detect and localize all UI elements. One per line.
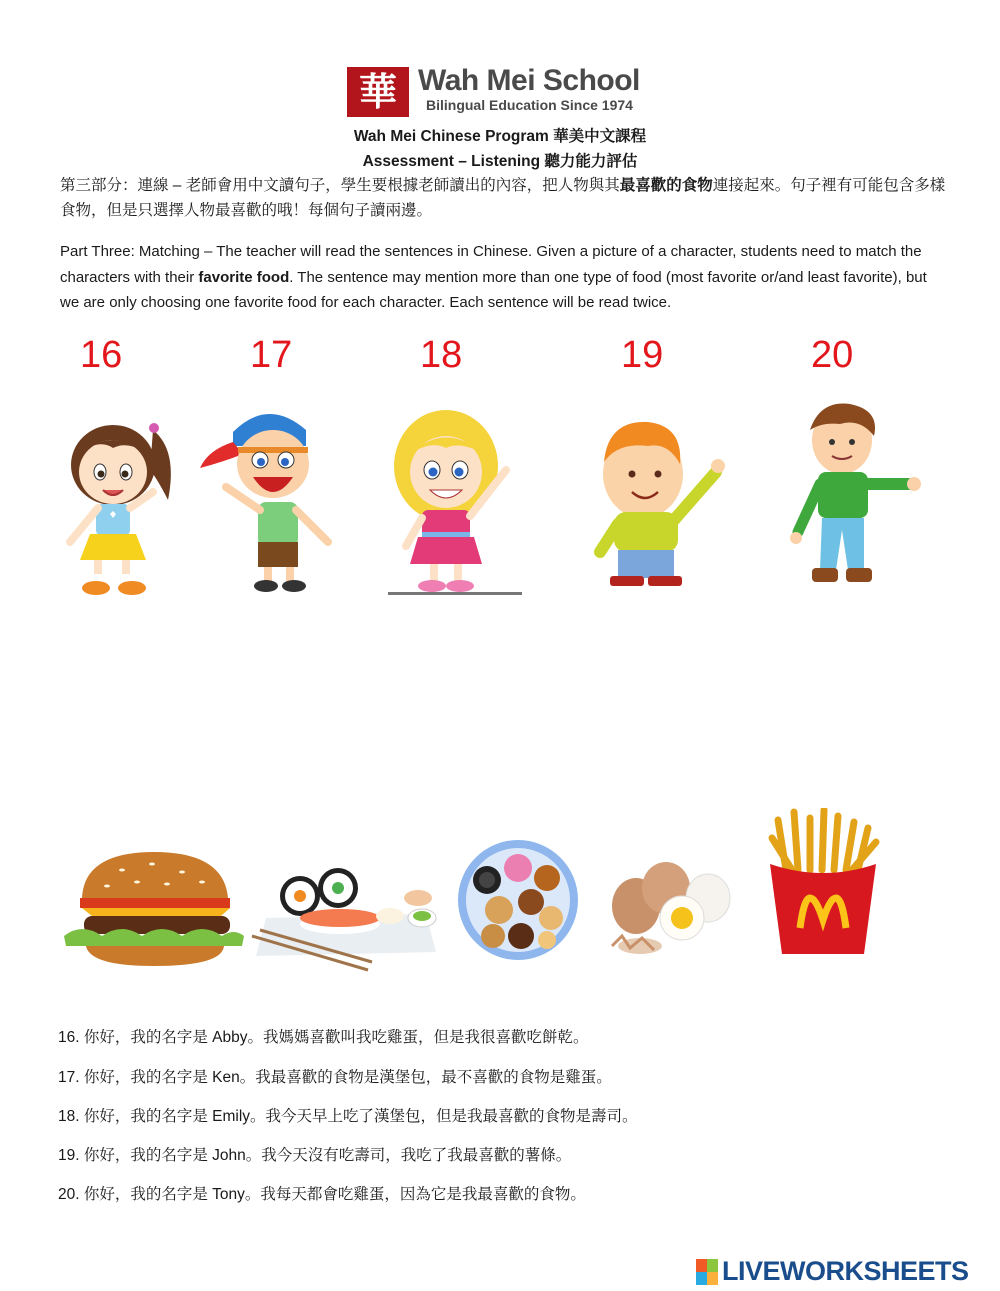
school-tagline: Bilingual Education Since 1974	[426, 97, 633, 113]
logo-character: 華	[358, 69, 397, 114]
liveworksheets-brand-text: LIVEWORKSHEETS	[722, 1256, 969, 1286]
liveworksheets-badge-icon	[696, 1259, 718, 1285]
instructions-en-text-2: . The sentence may mention more than one type of food (most favorite or/and least favorite), but we are only choosing one favorite food for each character. Each sentence will be read twice.	[60, 268, 927, 311]
question-number-17: 17	[250, 334, 293, 376]
french-fries-icon[interactable]	[764, 808, 882, 956]
instructions-zh-text-1: 第三部分：連線 – 老師會用中文讀句子，學生要根據老師讀出的內容，把人物與其	[60, 177, 620, 194]
question-number-20: 20	[811, 334, 854, 376]
boy-green-shirt-icon[interactable]	[790, 400, 922, 592]
instructions-chinese	[60, 173, 950, 223]
cookies-icon[interactable]	[455, 838, 581, 962]
instructions-en-text-1: Part Three: Matching – The teacher will read the sentences in Chinese. Given a picture of a character, students need to match the characters with their	[60, 243, 922, 286]
sentence-16: 16. 你好，我的名字是 Abby。我媽媽喜歡叫我吃雞蛋，但是我很喜歡吃餅乾。	[58, 1029, 589, 1046]
instructions-en-bold: favorite food	[198, 268, 290, 286]
boy-cap-icon[interactable]	[198, 402, 338, 594]
girl-curly-hair-icon[interactable]	[386, 406, 524, 596]
eggs-icon[interactable]	[602, 862, 752, 972]
boy-yellow-shirt-icon[interactable]	[588, 412, 733, 592]
school-name: Wah Mei School	[418, 64, 640, 97]
sentence-20: 20. 你好，我的名字是 Tony。我每天都會吃雞蛋，因為它是我最喜歡的食物。	[58, 1186, 586, 1203]
instructions-zh-text-2: 連接起來。句子裡有可能包含多樣食物，但是只選擇人物最喜歡的哦！每個句子讀兩邊。	[60, 177, 946, 219]
school-logo	[347, 67, 409, 117]
sentence-18: 18. 你好，我的名字是 Emily。我今天早上吃了漢堡包，但是我最喜歡的食物是壽司。	[58, 1108, 638, 1125]
question-number-19: 19	[621, 334, 664, 376]
sentence-19: 19. 你好，我的名字是 John。我今天沒有吃壽司，我吃了我最喜歡的薯條。	[58, 1147, 572, 1164]
hamburger-icon[interactable]	[62, 850, 244, 968]
instructions-english	[60, 239, 950, 316]
sushi-icon[interactable]	[250, 858, 442, 976]
question-number-18: 18	[420, 334, 463, 376]
assessment-title: Assessment – Listening 聽力能力評估	[362, 153, 638, 170]
question-number-16: 16	[80, 334, 123, 376]
program-title: Wah Mei Chinese Program 華美中文課程	[353, 128, 647, 145]
girl-ponytail-icon[interactable]	[58, 410, 178, 596]
instructions-zh-bold: 最喜歡的食物	[619, 177, 713, 194]
liveworksheets-logo[interactable]	[696, 1256, 969, 1287]
sentence-17: 17. 你好，我的名字是 Ken。我最喜歡的食物是漢堡包，最不喜歡的食物是雞蛋。	[58, 1069, 612, 1086]
